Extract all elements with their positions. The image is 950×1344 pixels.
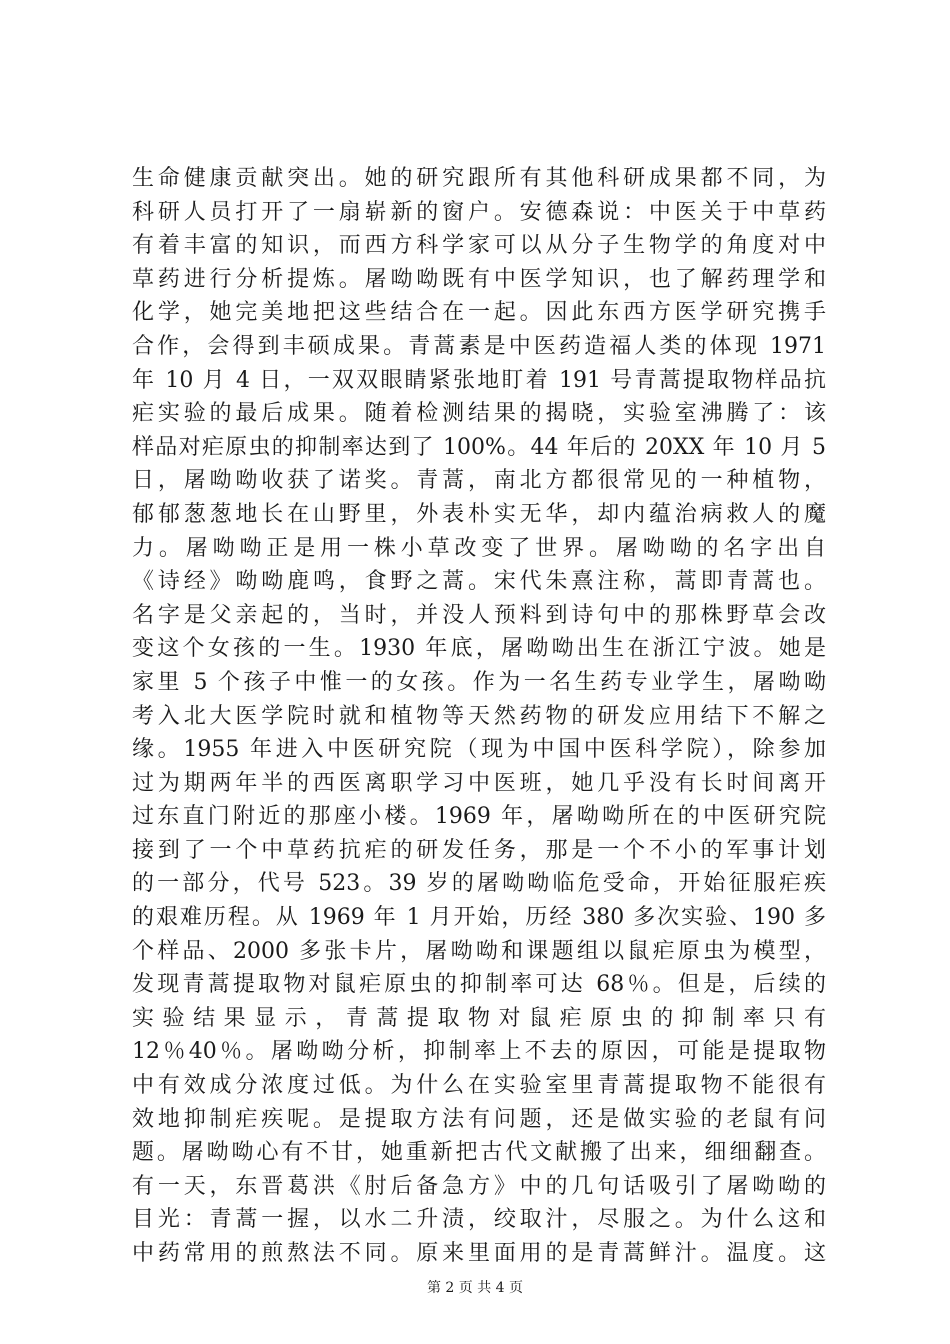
text-line: 力。屠呦呦正是用一株小草改变了世界。屠呦呦的名字出自 (132, 535, 826, 561)
text-line: 变这个女孩的一生。1930 年底，屠呦呦出生在浙江宁波。她是 (132, 636, 826, 662)
text-line: 过东直门附近的那座小楼。1969 年，屠呦呦所在的中医研究院 (132, 804, 826, 830)
text-line: 发现青蒿提取物对鼠疟原虫的抑制率可达 68％。但是，后续的 (132, 972, 826, 998)
text-line: 样品对疟原虫的抑制率达到了 100%。44 年后的 20XX 年 10 月 5 (132, 434, 826, 460)
text-line: 化学，她完美地把这些结合在一起。因此东西方医学研究携手 (132, 300, 826, 326)
text-line: 效地抑制疟疾呢。是提取方法有问题，还是做实验的老鼠有问 (132, 1106, 826, 1132)
text-line: 中药常用的煎熬法不同。原来里面用的是青蒿鲜汁。温度。这 (132, 1241, 826, 1266)
text-line: 有一天，东晋葛洪《肘后备急方》中的几句话吸引了屠呦呦的 (132, 1173, 826, 1199)
page-number-footer: 第 2 页 共 4 页 (426, 1280, 524, 1296)
text-line: 合作，会得到丰硕成果。青蒿素是中医药造福人类的体现 1971 (132, 333, 826, 359)
text-line: 过为期两年半的西医离职学习中医班，她几乎没有长时间离开 (132, 770, 826, 796)
text-line: 考入北大医学院时就和植物等天然药物的研发应用结下不解之 (132, 703, 826, 729)
text-line: 年 10 月 4 日，一双双眼睛紧张地盯着 191 号青蒿提取物样品抗 (132, 367, 826, 393)
text-line: 郁郁葱葱地长在山野里，外表朴实无华，却内蕴治病救人的魔 (132, 501, 826, 527)
text-line: 缘。1955 年进入中医研究院（现为中国中医科学院），除参加 (132, 737, 826, 763)
text-line: 有着丰富的知识，而西方科学家可以从分子生物学的角度对中 (132, 233, 826, 259)
text-line: 实验结果显示，青蒿提取物对鼠疟原虫的抑制率只有 (132, 1005, 826, 1031)
text-line: 的一部分，代号 523。39 岁的屠呦呦临危受命，开始征服疟疾 (132, 871, 826, 897)
text-line: 日，屠呦呦收获了诺奖。青蒿，南北方都很常见的一种植物， (132, 468, 826, 494)
text-line: 科研人员打开了一扇崭新的窗户。安德森说：中医关于中草药 (132, 199, 826, 225)
text-line: 《诗经》呦呦鹿鸣，食野之蒿。宋代朱熹注称，蒿即青蒿也。 (132, 569, 826, 595)
text-line: 个样品、2000 多张卡片，屠呦呦和课题组以鼠疟原虫为模型， (132, 938, 826, 964)
text-line: 题。屠呦呦心有不甘，她重新把古代文献搬了出来，细细翻查。 (132, 1140, 826, 1166)
text-line: 12％40％。屠呦呦分析，抑制率上不去的原因，可能是提取物 (132, 1039, 826, 1065)
text-line: 草药进行分析提炼。屠呦呦既有中医学知识，也了解药理学和 (132, 266, 826, 292)
text-line: 疟实验的最后成果。随着检测结果的揭晓，实验室沸腾了：该 (132, 401, 826, 427)
text-line: 家里 5 个孩子中惟一的女孩。作为一名生药专业学生，屠呦呦 (132, 669, 826, 695)
text-line: 接到了一个中草药抗疟的研发任务，那是一个不小的军事计划 (132, 837, 826, 863)
text-line: 名字是父亲起的，当时，并没人预料到诗句中的那株野草会改 (132, 602, 826, 628)
text-line: 的艰难历程。从 1969 年 1 月开始，历经 380 多次实验、190 多 (132, 905, 826, 931)
text-line: 目光：青蒿一握，以水二升渍，绞取汁，尽服之。为什么这和 (132, 1207, 826, 1233)
text-line: 生命健康贡献突出。她的研究跟所有其他科研成果都不同，为 (132, 166, 826, 191)
text-line: 中有效成分浓度过低。为什么在实验室里青蒿提取物不能很有 (132, 1073, 826, 1099)
body-text (132, 162, 826, 1271)
